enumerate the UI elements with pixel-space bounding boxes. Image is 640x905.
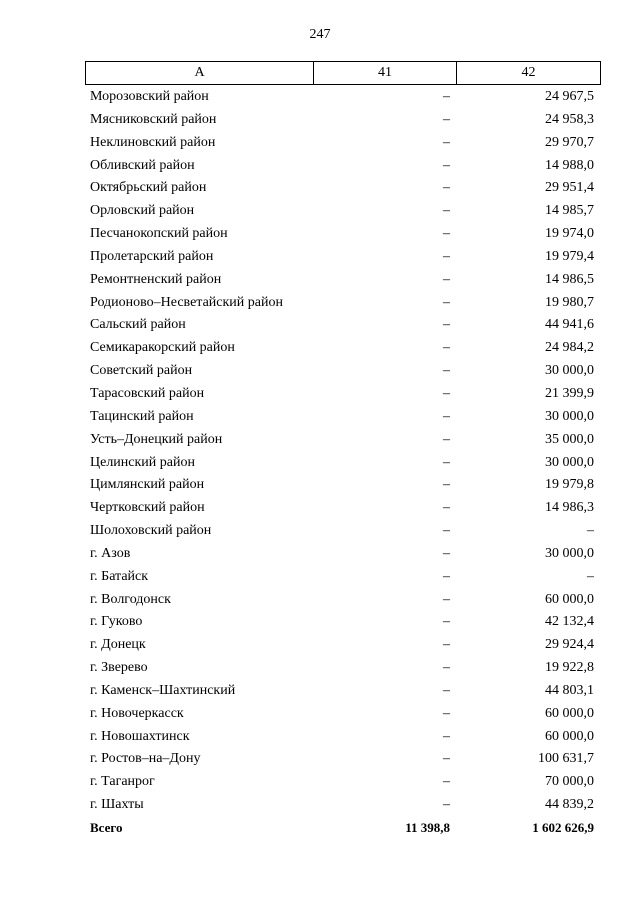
row-value-41: –	[443, 477, 450, 493]
row-value-41: –	[443, 637, 450, 653]
row-name: Семикаракорский район	[90, 340, 235, 356]
row-value-41: –	[443, 294, 450, 310]
table-row	[85, 429, 600, 452]
total-label: Всего	[90, 820, 123, 835]
table-row	[85, 657, 600, 680]
table-header	[85, 61, 601, 85]
row-name: Песчанокопский район	[90, 226, 228, 242]
row-name: Ремонтненский район	[90, 271, 222, 287]
table-row	[85, 520, 600, 543]
total-value-42: 1 602 626,9	[532, 820, 594, 835]
page-number: 247	[309, 27, 331, 42]
row-name: г. Шахты	[90, 797, 144, 813]
row-value-42: 30 000,0	[545, 408, 594, 424]
row-value-42: 14 985,7	[545, 203, 594, 219]
table-row	[85, 726, 600, 749]
row-value-41: –	[443, 317, 450, 333]
row-value-42: 30 000,0	[545, 545, 594, 561]
row-value-41: –	[443, 385, 450, 401]
row-name: г. Гуково	[90, 614, 143, 630]
row-name: Тацинский район	[90, 408, 194, 424]
row-value-42: 29 951,4	[545, 180, 594, 196]
row-value-41: –	[443, 89, 450, 104]
row-value-42: 44 803,1	[545, 682, 594, 698]
table-row	[85, 223, 600, 246]
row-value-41: –	[443, 363, 450, 379]
row-value-41: –	[443, 728, 450, 744]
row-value-42: 30 000,0	[545, 454, 594, 470]
row-value-42: –	[587, 523, 594, 539]
row-value-41: –	[443, 705, 450, 721]
row-value-42: 70 000,0	[545, 774, 594, 790]
table-row	[85, 589, 600, 612]
row-value-41: –	[443, 682, 450, 698]
row-value-41: –	[443, 454, 450, 470]
table-row	[85, 314, 600, 337]
row-value-42: 42 132,4	[545, 614, 594, 630]
row-name: Сальский район	[90, 317, 186, 333]
row-value-41: –	[443, 248, 450, 264]
table-row	[85, 200, 600, 223]
row-name: Тарасовский район	[90, 385, 205, 401]
column-header-a: А	[86, 62, 314, 85]
row-value-42: 35 000,0	[545, 431, 594, 447]
row-value-42: 24 967,5	[545, 89, 594, 104]
row-value-42: 24 984,2	[545, 340, 594, 356]
row-name: г. Таганрог	[90, 774, 155, 790]
row-value-42: 14 986,5	[545, 271, 594, 287]
row-value-42: 30 000,0	[545, 363, 594, 379]
row-value-42: 19 979,4	[545, 248, 594, 264]
row-value-42: 14 988,0	[545, 157, 594, 173]
row-name: г. Волгодонск	[90, 591, 171, 607]
column-header-41: 41	[314, 62, 457, 85]
row-value-41: –	[443, 111, 450, 127]
row-value-41: –	[443, 180, 450, 196]
row-value-41: –	[443, 340, 450, 356]
row-name: Обливский район	[90, 157, 195, 173]
row-name: Чертковский район	[90, 500, 205, 516]
row-value-42: 14 986,3	[545, 500, 594, 516]
table-row	[85, 406, 600, 429]
row-value-41: –	[443, 134, 450, 150]
table-row	[85, 771, 600, 794]
row-value-41: –	[443, 271, 450, 287]
row-name: г. Зверево	[90, 660, 148, 676]
row-value-41: –	[443, 568, 450, 584]
row-name: Орловский район	[90, 203, 195, 219]
row-value-42: 44 941,6	[545, 317, 594, 333]
row-value-42: 29 970,7	[545, 134, 594, 150]
table-row	[85, 383, 600, 406]
table-row	[85, 497, 600, 520]
row-value-41: –	[443, 614, 450, 630]
row-value-41: –	[443, 523, 450, 539]
table-row	[85, 748, 600, 771]
row-value-41: –	[443, 157, 450, 173]
table-row	[85, 680, 600, 703]
row-name: г. Батайск	[90, 568, 149, 584]
row-value-42: 21 399,9	[545, 385, 594, 401]
row-name: г. Новошахтинск	[90, 728, 190, 744]
row-value-42: 19 974,0	[545, 226, 594, 242]
row-value-42: 29 924,4	[545, 637, 594, 653]
row-value-41: –	[443, 591, 450, 607]
column-header-42: 42	[457, 62, 601, 85]
row-value-41: –	[443, 500, 450, 516]
row-name: г. Каменск–Шахтинский	[90, 682, 236, 698]
table-row	[85, 634, 600, 657]
row-value-42: 100 631,7	[538, 751, 594, 767]
table-row	[85, 474, 600, 497]
row-value-42: –	[587, 568, 594, 584]
row-value-41: –	[443, 431, 450, 447]
table-row	[85, 794, 600, 817]
row-value-42: 60 000,0	[545, 728, 594, 744]
table-row	[85, 246, 600, 269]
row-value-41: –	[443, 203, 450, 219]
row-value-42: 60 000,0	[545, 705, 594, 721]
row-value-41: –	[443, 226, 450, 242]
table-row	[85, 337, 600, 360]
row-value-42: 60 000,0	[545, 591, 594, 607]
row-name: Шолоховский район	[90, 523, 212, 539]
row-name: Неклиновский район	[90, 134, 216, 150]
row-name: Советский район	[90, 363, 193, 379]
table-row	[85, 360, 600, 383]
row-value-42: 44 839,2	[545, 797, 594, 813]
table-row	[85, 543, 600, 566]
row-name: Цимлянский район	[90, 477, 205, 493]
table-row	[85, 292, 600, 315]
table-row	[85, 566, 600, 589]
row-name: Целинский район	[90, 454, 195, 470]
row-value-41: –	[443, 797, 450, 813]
row-name: г. Новочеркасск	[90, 705, 184, 721]
row-value-41: –	[443, 660, 450, 676]
row-name: Усть–Донецкий район	[90, 431, 223, 447]
table-row	[85, 109, 600, 132]
row-value-42: 19 980,7	[545, 294, 594, 310]
row-name: Мясниковский район	[90, 111, 217, 127]
table-row	[85, 703, 600, 726]
total-row	[85, 817, 600, 840]
row-name: г. Азов	[90, 545, 131, 561]
row-value-42: 24 958,3	[545, 111, 594, 127]
row-value-41: –	[443, 751, 450, 767]
row-name: Пролетарский район	[90, 248, 214, 264]
row-value-41: –	[443, 408, 450, 424]
table-row	[85, 86, 600, 109]
table-row	[85, 269, 600, 292]
total-value-41: 11 398,8	[405, 820, 450, 835]
table-body	[85, 86, 600, 840]
table-row	[85, 132, 600, 155]
row-name: г. Донецк	[90, 637, 146, 653]
row-value-42: 19 979,8	[545, 477, 594, 493]
table-row	[85, 611, 600, 634]
row-name: г. Ростов–на–Дону	[90, 751, 201, 767]
row-name: Морозовский район	[90, 89, 209, 104]
row-name: Родионово–Несветайский район	[90, 294, 283, 310]
table-row	[85, 452, 600, 475]
row-name: Октябрьский район	[90, 180, 207, 196]
row-value-42: 19 922,8	[545, 660, 594, 676]
row-value-41: –	[443, 774, 450, 790]
table-row	[85, 177, 600, 200]
row-value-41: –	[443, 545, 450, 561]
table-row	[85, 155, 600, 178]
